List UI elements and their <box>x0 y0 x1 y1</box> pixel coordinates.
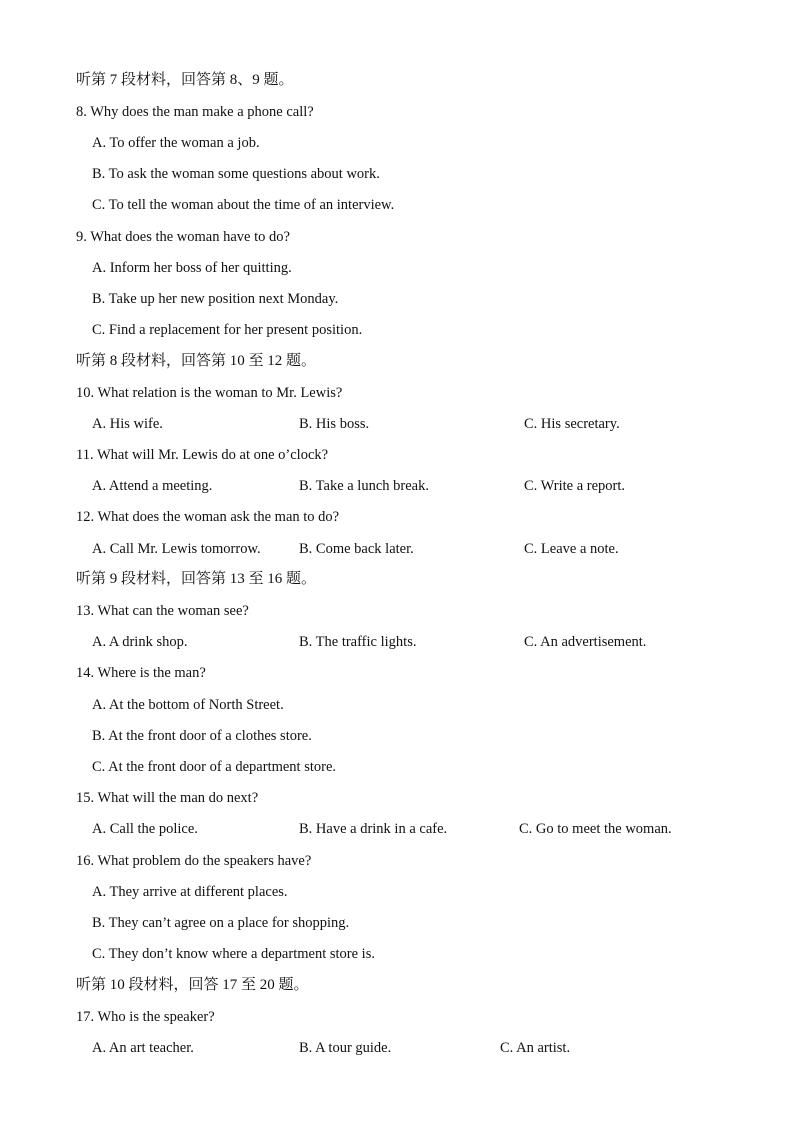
option-14a: A. At the bottom of North Street. <box>92 697 284 713</box>
question-14: 14. Where is the man? <box>76 665 206 681</box>
question-8: 8. Why does the man make a phone call? <box>76 104 314 120</box>
question-9: 9. What does the woman have to do? <box>76 229 290 245</box>
option-17b: B. A tour guide. <box>299 1040 392 1056</box>
option-16a: A. They arrive at different places. <box>92 884 288 900</box>
option-17a: A. An art teacher. <box>92 1040 194 1056</box>
option-12c: C. Leave a note. <box>524 541 619 557</box>
option-15a: A. Call the police. <box>92 821 198 837</box>
option-13c: C. An advertisement. <box>524 634 647 650</box>
question-13: 13. What can the woman see? <box>76 603 249 619</box>
section-heading: 听第 10 段材料，回答 17 至 20 题。 <box>76 977 309 993</box>
question-16: 16. What problem do the speakers have? <box>76 853 312 869</box>
option-11b: B. Take a lunch break. <box>299 478 429 494</box>
option-12b: B. Come back later. <box>299 541 414 557</box>
question-12: 12. What does the woman ask the man to do? <box>76 509 340 525</box>
question-17: 17. Who is the speaker? <box>76 1009 215 1025</box>
option-15b: B. Have a drink in a cafe. <box>299 821 448 837</box>
options-row-12 <box>0 537 794 561</box>
option-9c: C. Find a replacement for her present position. <box>92 322 363 338</box>
option-14c: C. At the front door of a department store. <box>92 759 337 775</box>
option-11a: A. Attend a meeting. <box>92 478 213 494</box>
options-row-10 <box>0 412 794 436</box>
option-10b: B. His boss. <box>299 416 370 432</box>
option-9b: B. Take up her new position next Monday. <box>92 291 339 307</box>
section-heading: 听第 8 段材料，回答第 10 至 12 题。 <box>76 353 317 369</box>
option-12a: A. Call Mr. Lewis tomorrow. <box>92 541 261 557</box>
section-heading: 听第 7 段材料，回答第 8、9 题。 <box>76 72 294 88</box>
option-15c: C. Go to meet the woman. <box>519 821 672 837</box>
option-10c: C. His secretary. <box>524 416 620 432</box>
option-16b: B. They can’t agree on a place for shopping. <box>92 915 350 931</box>
option-9a: A. Inform her boss of her quitting. <box>92 260 292 276</box>
option-8a: A. To offer the woman a job. <box>92 135 260 151</box>
section-heading: 听第 9 段材料，回答第 13 至 16 题。 <box>76 571 317 587</box>
options-row-17 <box>0 1036 794 1060</box>
option-8b: B. To ask the woman some questions about work. <box>92 166 380 182</box>
option-13a: A. A drink shop. <box>92 634 188 650</box>
option-10a: A. His wife. <box>92 416 163 432</box>
option-11c: C. Write a report. <box>524 478 626 494</box>
option-16c: C. They don’t know where a department store is. <box>92 946 375 962</box>
options-row-11 <box>0 474 794 498</box>
option-13b: B. The traffic lights. <box>299 634 417 650</box>
options-row-13 <box>0 630 794 654</box>
question-15: 15. What will the man do next? <box>76 790 259 806</box>
options-row-15 <box>0 817 794 841</box>
option-17c: C. An artist. <box>500 1040 571 1056</box>
option-14b: B. At the front door of a clothes store. <box>92 728 312 744</box>
question-11: 11. What will Mr. Lewis do at one o’clock? <box>76 447 329 463</box>
question-10: 10. What relation is the woman to Mr. Lewis? <box>76 385 343 401</box>
option-8c: C. To tell the woman about the time of an interview. <box>92 197 395 213</box>
